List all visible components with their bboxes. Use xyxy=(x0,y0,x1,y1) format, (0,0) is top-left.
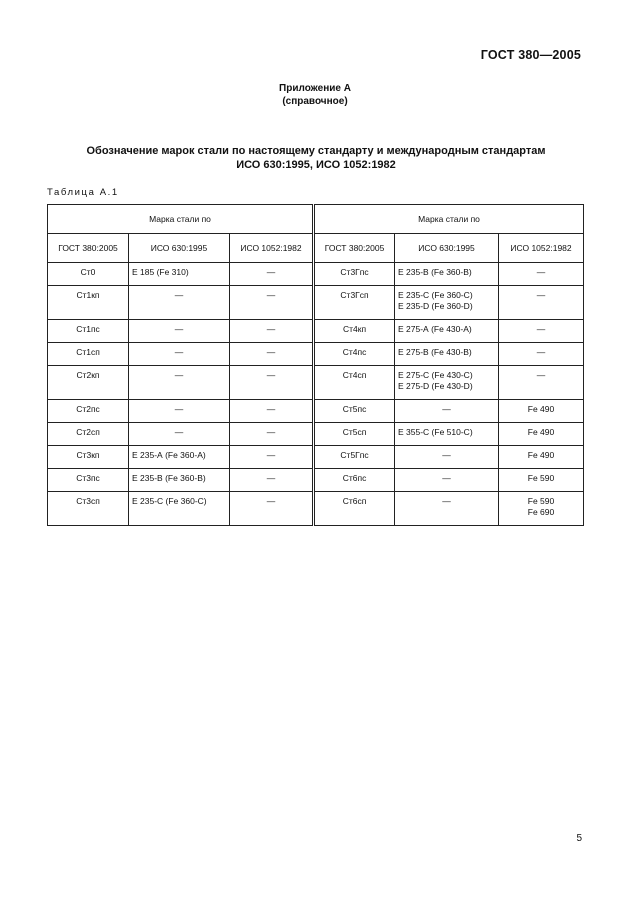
cell-gost-left: Ст1пс xyxy=(48,320,129,343)
cell-line: — xyxy=(536,290,546,300)
cell-line: Е 235-С (Fe 360-С) xyxy=(398,290,473,300)
cell-iso1052-left: — xyxy=(230,400,314,423)
cell-iso1052-right xyxy=(499,492,584,526)
cell-line: — xyxy=(536,267,546,277)
cell-line: Е 235-В (Fe 360-В) xyxy=(398,267,472,277)
cell-line: Fe 590 xyxy=(527,496,555,506)
cell-line: — xyxy=(536,370,546,380)
cell-line: — xyxy=(442,496,451,506)
cell-gost-right: Ст3Гсп xyxy=(314,286,395,320)
cell-line: — xyxy=(536,324,546,334)
cell-line: — xyxy=(442,473,451,483)
column-header: ИСО 1052:1982 xyxy=(499,234,584,263)
column-header: ИСО 630:1995 xyxy=(395,234,499,263)
cell-gost-left: Ст1кп xyxy=(48,286,129,320)
table-caption: Таблица А.1 xyxy=(47,187,119,198)
cell-iso1052-right xyxy=(499,469,584,492)
cell-line: Fe 590 xyxy=(527,473,555,483)
cell-iso630-left: — xyxy=(129,286,230,320)
cell-iso630-right xyxy=(395,320,499,343)
cell-iso1052-right xyxy=(499,343,584,366)
cell-gost-right: Ст4кп xyxy=(314,320,395,343)
cell-line: Е 275-D (Fe 430-D) xyxy=(398,381,473,391)
table-row xyxy=(48,320,584,343)
cell-iso1052-left: — xyxy=(230,320,314,343)
cell-gost-left: Ст2кп xyxy=(48,366,129,400)
table-row xyxy=(48,469,584,492)
cell-iso1052-left: — xyxy=(230,446,314,469)
table-row xyxy=(48,492,584,526)
cell-iso1052-left: — xyxy=(230,263,314,286)
cell-iso630-right xyxy=(395,446,499,469)
cell-gost-left: Ст3пс xyxy=(48,469,129,492)
cell-line: Fe 490 xyxy=(527,450,555,460)
table-row xyxy=(48,286,584,320)
appendix-kind: (справочное) xyxy=(282,96,348,107)
cell-gost-right: Ст6пс xyxy=(314,469,395,492)
cell-iso630-right xyxy=(395,366,499,400)
appendix-title: Приложение А xyxy=(279,83,351,94)
cell-iso1052-right xyxy=(499,423,584,446)
cell-iso1052-right xyxy=(499,400,584,423)
cell-iso630-right xyxy=(395,469,499,492)
cell-gost-left: Ст2сп xyxy=(48,423,129,446)
cell-gost-left: Ст0 xyxy=(48,263,129,286)
cell-line: Fe 490 xyxy=(527,404,555,414)
cell-line: Fe 690 xyxy=(527,507,555,517)
cell-line: Е 275-В (Fe 430-В) xyxy=(398,347,472,357)
cell-iso1052-right xyxy=(499,446,584,469)
cell-iso1052-left: — xyxy=(230,343,314,366)
cell-gost-left: Ст1сп xyxy=(48,343,129,366)
cell-line: Е 275-С (Fe 430-С) xyxy=(398,370,473,380)
cell-iso1052-left: — xyxy=(230,469,314,492)
table-row xyxy=(48,366,584,400)
cell-line: — xyxy=(442,450,451,460)
cell-iso1052-left: — xyxy=(230,492,314,526)
document-title-line-1: Обозначение марок стали по настоящему стандарту и международным стандартам xyxy=(86,145,546,157)
standard-designation: ГОСТ 380—2005 xyxy=(480,48,581,62)
table-group-header-row xyxy=(48,205,584,234)
cell-gost-left: Ст2пс xyxy=(48,400,129,423)
steel-grades-table xyxy=(47,204,584,526)
cell-gost-left: Ст3сп xyxy=(48,492,129,526)
table-row xyxy=(48,446,584,469)
document-title-line-2: ИСО 630:1995, ИСО 1052:1982 xyxy=(236,159,396,171)
cell-iso1052-right xyxy=(499,366,584,400)
cell-iso630-right xyxy=(395,263,499,286)
cell-iso630-left: Е 235-С (Fe 360-С) xyxy=(129,492,230,526)
cell-gost-right: Ст5Гпс xyxy=(314,446,395,469)
cell-gost-right: Ст5пс xyxy=(314,400,395,423)
cell-gost-right: Ст4сп xyxy=(314,366,395,400)
cell-gost-left: Ст3кп xyxy=(48,446,129,469)
cell-iso1052-left: — xyxy=(230,423,314,446)
cell-iso630-left: Е 235-А (Fe 360-А) xyxy=(129,446,230,469)
cell-iso630-right xyxy=(395,400,499,423)
column-header: ИСО 1052:1982 xyxy=(230,234,314,263)
column-header: ГОСТ 380:2005 xyxy=(314,234,395,263)
cell-line: Е 355-С (Fe 510-С) xyxy=(398,427,473,437)
cell-iso630-right xyxy=(395,286,499,320)
cell-line: — xyxy=(536,347,546,357)
cell-iso630-left: Е 235-В (Fe 360-В) xyxy=(129,469,230,492)
column-header: ИСО 630:1995 xyxy=(129,234,230,263)
cell-gost-right: Ст5сп xyxy=(314,423,395,446)
cell-line: Е 235-D (Fe 360-D) xyxy=(398,301,473,311)
table-row xyxy=(48,400,584,423)
page-number: 5 xyxy=(576,833,582,844)
cell-line: Е 275-А (Fe 430-А) xyxy=(398,324,472,334)
table-row xyxy=(48,423,584,446)
cell-iso630-right xyxy=(395,343,499,366)
table-column-header-row xyxy=(48,234,584,263)
cell-iso1052-left: — xyxy=(230,286,314,320)
cell-iso1052-right xyxy=(499,263,584,286)
column-header: ГОСТ 380:2005 xyxy=(48,234,129,263)
cell-gost-right: Ст3Гпс xyxy=(314,263,395,286)
appendix-heading xyxy=(0,82,630,108)
cell-iso630-right xyxy=(395,492,499,526)
cell-iso630-left: — xyxy=(129,320,230,343)
cell-iso630-right xyxy=(395,423,499,446)
cell-iso1052-right xyxy=(499,320,584,343)
cell-iso1052-right xyxy=(499,286,584,320)
cell-gost-right: Ст4пс xyxy=(314,343,395,366)
cell-iso630-left: — xyxy=(129,423,230,446)
table-row xyxy=(48,263,584,286)
cell-iso630-left: — xyxy=(129,366,230,400)
cell-iso630-left: — xyxy=(129,343,230,366)
table-row xyxy=(48,343,584,366)
cell-iso1052-left: — xyxy=(230,366,314,400)
group-header-right: Марка стали по xyxy=(314,205,584,234)
cell-line: — xyxy=(442,404,451,414)
cell-iso630-left: Е 185 (Fe 310) xyxy=(129,263,230,286)
group-header-left: Марка стали по xyxy=(48,205,314,234)
cell-gost-right: Ст6сп xyxy=(314,492,395,526)
cell-iso630-left: — xyxy=(129,400,230,423)
cell-line: Fe 490 xyxy=(527,427,555,437)
document-title xyxy=(60,144,572,172)
